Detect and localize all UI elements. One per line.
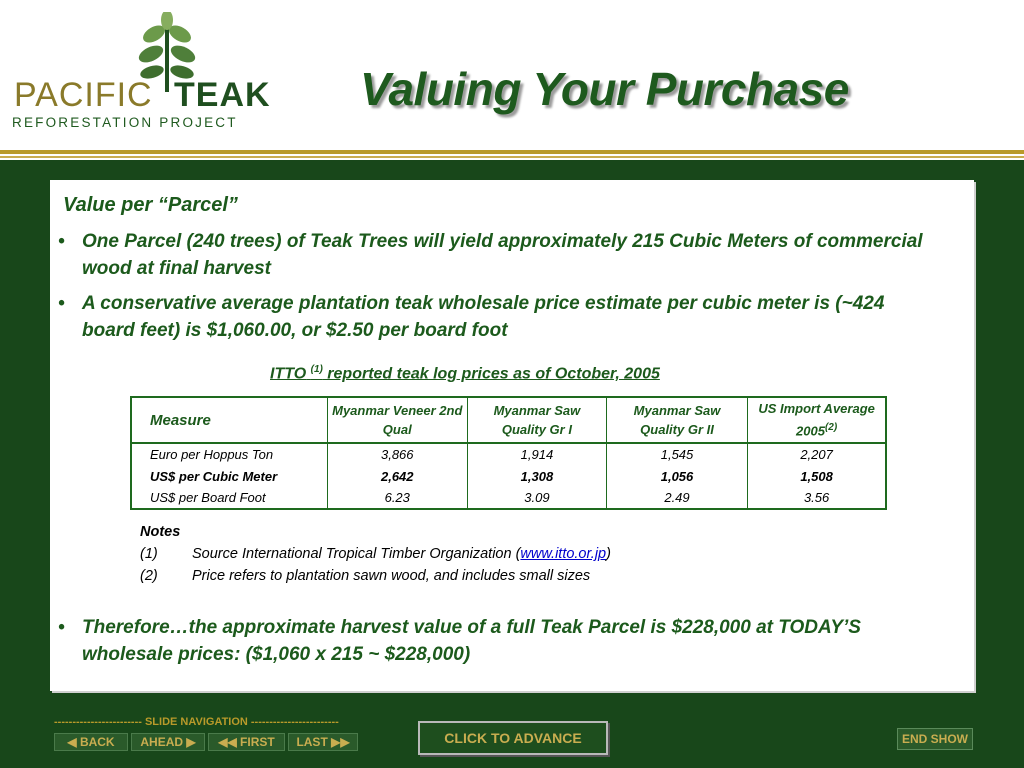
table-cell: 1,308 [468,465,607,487]
logo-subtitle: REFORESTATION PROJECT [12,115,238,130]
bullet-harvest-value [58,614,938,668]
caption-footnote-ref: (1) [310,364,323,375]
table-cell: 1,545 [606,443,747,465]
table-cell: 1,914 [468,443,607,465]
slide-navigation-label: ------------------------ SLIDE NAVIGATION ------------------------ [54,716,339,728]
note-1 [140,543,611,565]
table-cell: US$ per Cubic Meter [150,468,278,484]
note-number: (1) [140,546,158,562]
table-cell: 2.49 [606,487,747,509]
table-cell: 2,207 [748,443,886,465]
us-import-label: US Import Average 2005 [758,401,875,439]
header-divider [0,150,1024,154]
table-cell: 3.56 [748,487,886,509]
table-cell: 6.23 [327,487,468,509]
itto-website-link[interactable]: www.itto.or.jp [520,546,607,562]
table-cell: 2,642 [327,465,468,487]
teak-price-table [130,396,887,510]
table-row [131,465,886,487]
table-cell: 1,508 [748,465,886,487]
logo-word-pacific: PACIFIC [14,76,153,114]
column-header-saw-gr1: Myanmar Saw Quality Gr I [468,397,607,443]
table-header-row [131,397,886,443]
table-cell: Euro per Hoppus Ton [150,447,274,462]
column-header-saw-gr2: Myanmar Saw Quality Gr II [606,397,747,443]
ahead-button[interactable]: AHEAD ▶ [131,733,205,751]
notes-heading: Notes [140,524,181,540]
caption-itto: ITTO [270,365,307,383]
note-text: Price refers to plantation sawn wood, and includes small sizes [192,568,591,584]
bullet-price-estimate [58,290,938,344]
section-title: Value per “Parcel” [63,194,238,216]
pacific-teak-logo [10,12,300,130]
last-button[interactable]: LAST ▶▶ [288,733,358,751]
column-header-us-import [748,397,886,443]
bullet-icon: • [58,231,65,252]
bullet-icon: • [58,293,65,314]
caption-text: reported teak log prices as of October, 2005 [322,365,660,383]
back-button[interactable]: ◀ BACK [54,733,128,751]
click-to-advance-button[interactable]: CLICK TO ADVANCE [418,721,608,755]
table-cell: 1,056 [606,465,747,487]
bullet-text: Therefore…the approximate harvest value of a full Teak Parcel is $228,000 at TODAY’S wholesale prices: ($1,060 x 215 ~ $228,000) [82,617,861,665]
itto-table-caption [270,364,660,383]
bullet-text: One Parcel (240 trees) of Teak Trees will yield approximately 215 Cubic Meters of commercial wood at final harvest [82,231,923,279]
footnote-ref: (2) [824,422,838,434]
table-row [131,487,886,509]
table-cell: 3,866 [327,443,468,465]
bullet-icon: • [58,617,65,638]
end-show-button[interactable]: END SHOW [897,728,973,750]
table-notes [140,521,611,587]
note-text: Source International Tropical Timber Organization ( [192,546,521,562]
logo-word-teak: TEAK [174,76,271,114]
header-divider-thin [0,156,1024,158]
slide-header [0,0,1024,152]
note-number: (2) [140,568,158,584]
content-panel [50,180,974,691]
table-row [131,443,886,465]
column-header-veneer: Myanmar Veneer 2nd Qual [327,397,468,443]
bullet-text: A conservative average plantation teak wholesale price estimate per cubic meter is (~424 board feet) is $1,060.00, or $2.50 per board foot [82,293,885,341]
note-text-end: ) [606,546,611,562]
table-cell: 3.09 [468,487,607,509]
table-cell: US$ per Board Foot [150,490,266,505]
column-header-measure: Measure [131,397,327,443]
slide-title: Valuing Your Purchase [360,63,849,115]
note-2 [140,565,611,587]
first-button[interactable]: ◀◀ FIRST [208,733,285,751]
bullet-parcel-yield [58,228,938,282]
